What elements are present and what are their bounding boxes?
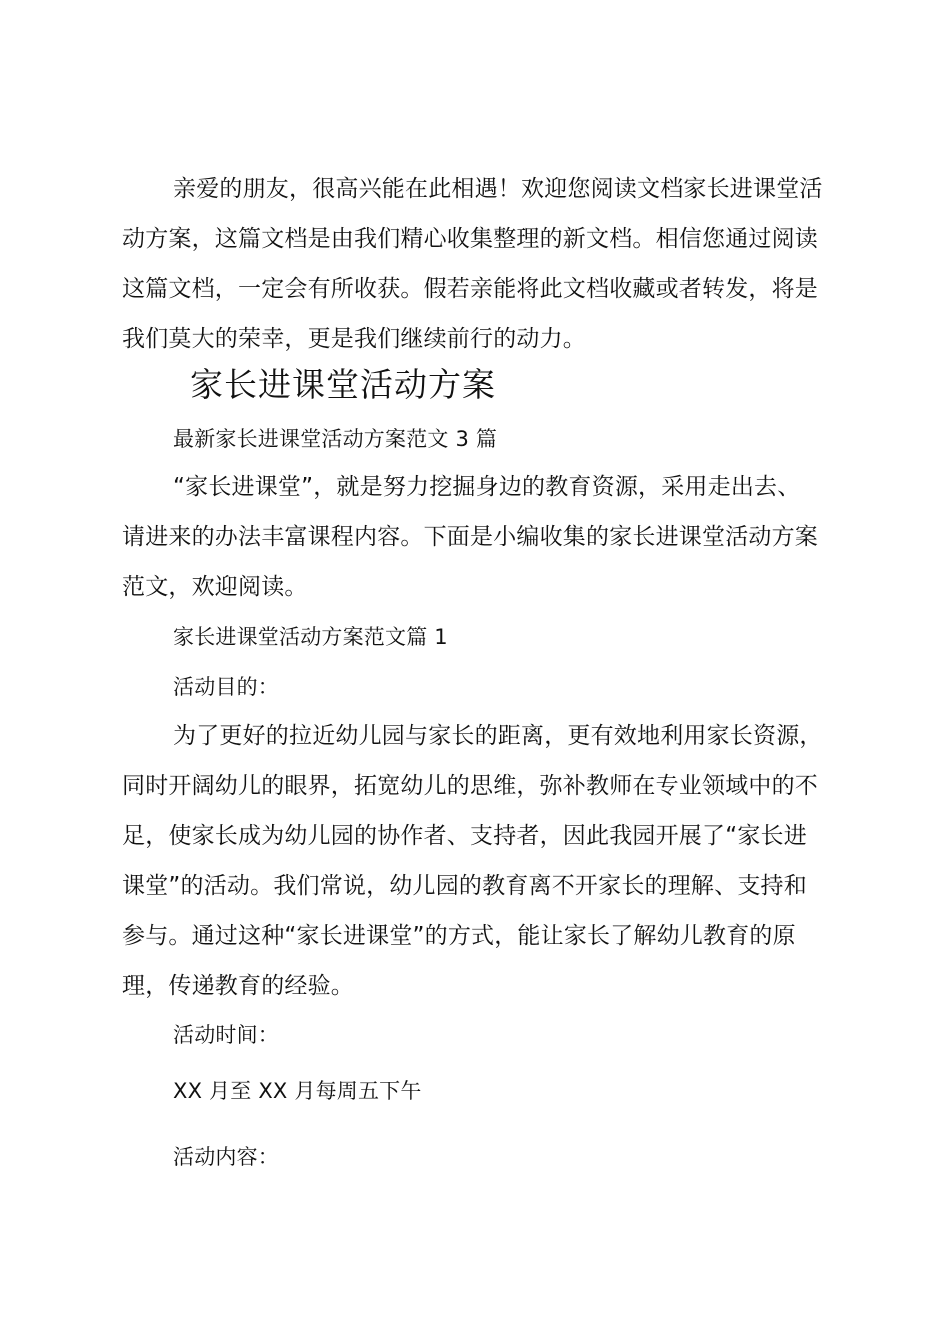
summary-line-2: 请进来的办法丰富课程内容。下面是小编收集的家长进课堂活动方案 xyxy=(122,524,818,550)
intro-line-4: 我们莫大的荣幸，更是我们继续前行的动力。 xyxy=(122,326,586,352)
purpose-line-2: 同时开阔幼儿的眼界，拓宽幼儿的思维，弥补教师在专业领域中的不 xyxy=(122,773,818,799)
time-label: 活动时间： xyxy=(173,1023,279,1047)
purpose-line-6: 理，传递教育的经验。 xyxy=(122,973,354,999)
purpose-line-5: 参与。通过这种“家长进课堂”的方式，能让家长了解幼儿教育的原 xyxy=(122,923,796,949)
content-label: 活动内容： xyxy=(173,1145,279,1169)
purpose-label: 活动目的： xyxy=(173,675,279,699)
time-value: XX 月至 XX 月每周五下午 xyxy=(173,1079,422,1103)
purpose-line-1: 为了更好的拉近幼儿园与家长的距离，更有效地利用家长资源， xyxy=(173,723,823,749)
subtitle: 最新家长进课堂活动方案范文 3 篇 xyxy=(173,427,498,451)
intro-line-1: 亲爱的朋友，很高兴能在此相遇！欢迎您阅读文档家长进课堂活 xyxy=(173,176,823,202)
intro-line-2: 动方案，这篇文档是由我们精心收集整理的新文档。相信您通过阅读 xyxy=(122,226,818,252)
purpose-line-4: 课堂”的活动。我们常说，幼儿园的教育离不开家长的理解、支持和 xyxy=(122,873,807,899)
intro-line-3: 这篇文档，一定会有所收获。假若亲能将此文档收藏或者转发，将是 xyxy=(122,276,818,302)
section1-heading: 家长进课堂活动方案范文篇 1 xyxy=(173,625,448,649)
purpose-line-3: 足，使家长成为幼儿园的协作者、支持者，因此我园开展了“家长进 xyxy=(122,823,807,849)
document-title: 家长进课堂活动方案 xyxy=(190,365,496,404)
summary-line-3: 范文，欢迎阅读。 xyxy=(122,574,308,600)
summary-line-1: “家长进课堂”，就是努力挖掘身边的教育资源，采用走出去、 xyxy=(173,474,801,500)
